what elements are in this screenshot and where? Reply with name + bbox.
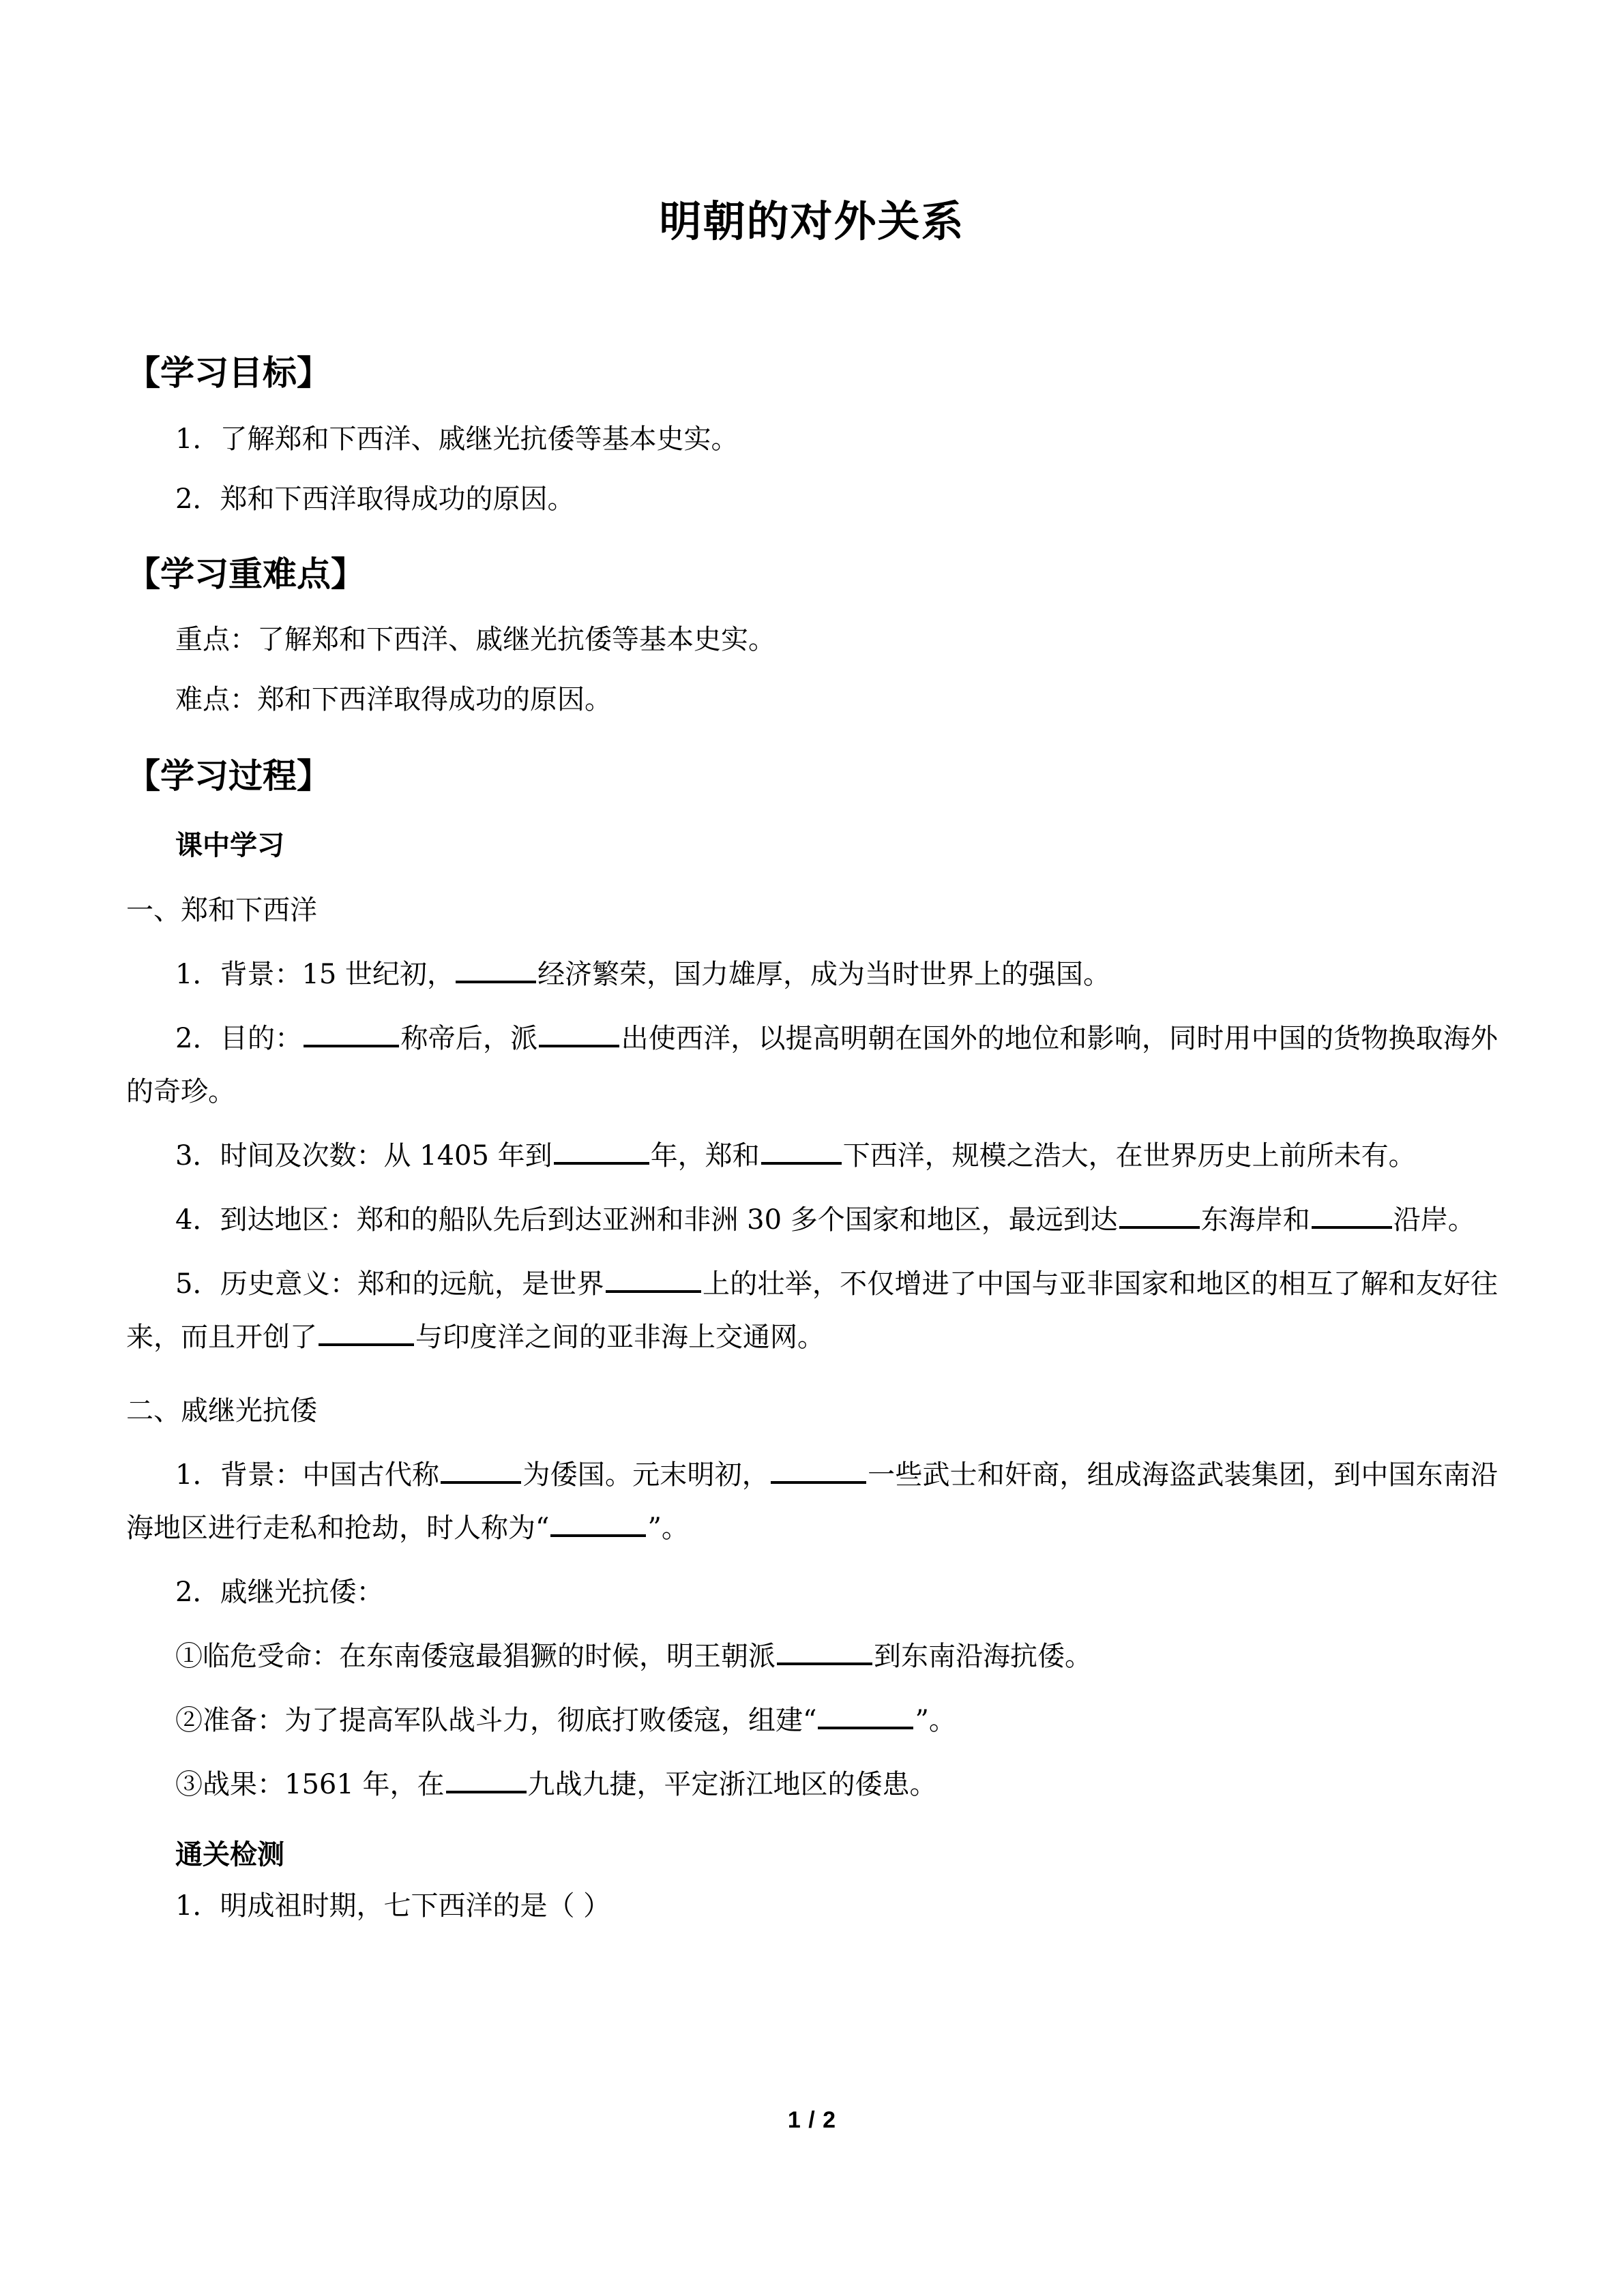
part-one-item-2 — [126, 1001, 1498, 1118]
section-heading-goals: 【学习目标】 — [126, 353, 331, 393]
part-two-heading: 二、戚继光抗倭 — [126, 1395, 317, 1427]
p2item1-text-b: 为倭国。元末明初， — [522, 1459, 769, 1491]
blank-field[interactable] — [319, 1317, 414, 1346]
item4-text-a: 4．到达地区：郑和的船队先后到达亚洲和非洲 30 多个国家和地区，最远到达 — [175, 1204, 1118, 1236]
item5-text-b: 上的壮举，不仅增进了中国与亚非国家和地区的相互了解和友好往来，而且开创了 — [126, 1268, 1498, 1353]
subheading-check: 通关检测 — [175, 1838, 284, 1870]
item5-text-c: 与印度洋之间的亚非海上交通网。 — [415, 1321, 825, 1353]
page-title: 明朝的对外关系 — [659, 196, 965, 246]
blank-field[interactable] — [771, 1455, 866, 1484]
section-heading-process: 【学习过程】 — [126, 756, 331, 796]
blank-field[interactable] — [441, 1455, 521, 1484]
blank-field[interactable] — [777, 1637, 872, 1665]
part-one-item-4 — [126, 1182, 1498, 1247]
blank-field[interactable] — [818, 1701, 913, 1729]
item5-text-a: 5．历史意义：郑和的远航，是世界 — [175, 1268, 604, 1300]
sub2-text-b: ”。 — [915, 1704, 956, 1736]
blank-field[interactable] — [550, 1508, 646, 1537]
item4-text-c: 沿岸。 — [1393, 1204, 1475, 1236]
subheading-in-class-learning: 课中学习 — [175, 829, 284, 861]
p2item1-text-c: 一些武士和奸商，组成海盗武装集团，到中国东南沿海地区进行走私和抢劫，时人称为“ — [126, 1459, 1498, 1544]
goal-item-1: 1．了解郑和下西洋、戚继光抗倭等基本史实。 — [175, 423, 739, 455]
blank-field[interactable] — [539, 1019, 619, 1047]
blank-field[interactable] — [606, 1264, 701, 1293]
blank-field[interactable] — [1312, 1200, 1392, 1229]
blank-field[interactable] — [554, 1136, 649, 1165]
sub1-text-a: ①临危受命：在东南倭寇最猖獗的时候，明王朝派 — [175, 1640, 776, 1672]
section-heading-key-points: 【学习重难点】 — [126, 553, 365, 594]
part-two-sub-3 — [126, 1747, 1498, 1811]
part-one-heading: 一、郑和下西洋 — [126, 894, 317, 926]
p2item1-text-a: 1．背景：中国古代称 — [175, 1459, 440, 1491]
sub3-text-a: ③战果：1561 年，在 — [175, 1768, 445, 1800]
part-two-item-1 — [126, 1437, 1498, 1555]
item2-text-c: 出使西洋，以提高明朝在国外的地位和影响，同时用中国的货物换取海外的奇珍。 — [126, 1022, 1498, 1107]
item3-text-a: 3．时间及次数：从 1405 年到 — [175, 1139, 552, 1172]
item4-text-b: 东海岸和 — [1200, 1204, 1310, 1236]
blank-field[interactable] — [761, 1136, 842, 1165]
blank-field[interactable] — [1119, 1200, 1200, 1229]
blank-field[interactable] — [446, 1765, 527, 1793]
goal-item-2: 2．郑和下西洋取得成功的原因。 — [175, 483, 575, 515]
part-one-item-3 — [126, 1118, 1498, 1182]
key-point-line: 重点：了解郑和下西洋、戚继光抗倭等基本史实。 — [175, 624, 776, 656]
page-number-footer: 1 / 2 — [787, 2107, 837, 2133]
part-two-sub-1 — [126, 1619, 1498, 1683]
sub1-text-b: 到东南沿海抗倭。 — [874, 1640, 1092, 1672]
item1-text-b: 经济繁荣，国力雄厚，成为当时世界上的强国。 — [537, 958, 1111, 990]
sub3-text-b: 九战九捷，平定浙江地区的倭患。 — [527, 1768, 937, 1800]
item3-text-c: 下西洋，规模之浩大，在世界历史上前所未有。 — [842, 1139, 1416, 1172]
part-two-sub-2 — [126, 1683, 1498, 1747]
blank-field[interactable] — [304, 1019, 399, 1047]
part-two-item-2-label: 2．戚继光抗倭： — [175, 1576, 384, 1608]
difficult-point-line: 难点：郑和下西洋取得成功的原因。 — [175, 684, 612, 716]
item2-text-b: 称帝后，派 — [400, 1022, 538, 1054]
sub2-text-a: ②准备：为了提高军队战斗力，彻底打败倭寇，组建“ — [175, 1704, 817, 1736]
item2-text-a: 2．目的： — [175, 1022, 303, 1054]
item3-text-b: 年，郑和 — [650, 1139, 760, 1172]
part-one-item-5 — [126, 1247, 1498, 1364]
check-question-1: 1．明成祖时期，七下西洋的是（ ） — [175, 1890, 611, 1922]
part-one-item-1 — [126, 937, 1498, 1001]
item1-text-a: 1．背景：15 世纪初， — [175, 958, 455, 990]
blank-field[interactable] — [456, 955, 536, 983]
p2item1-text-d: ”。 — [647, 1512, 689, 1544]
